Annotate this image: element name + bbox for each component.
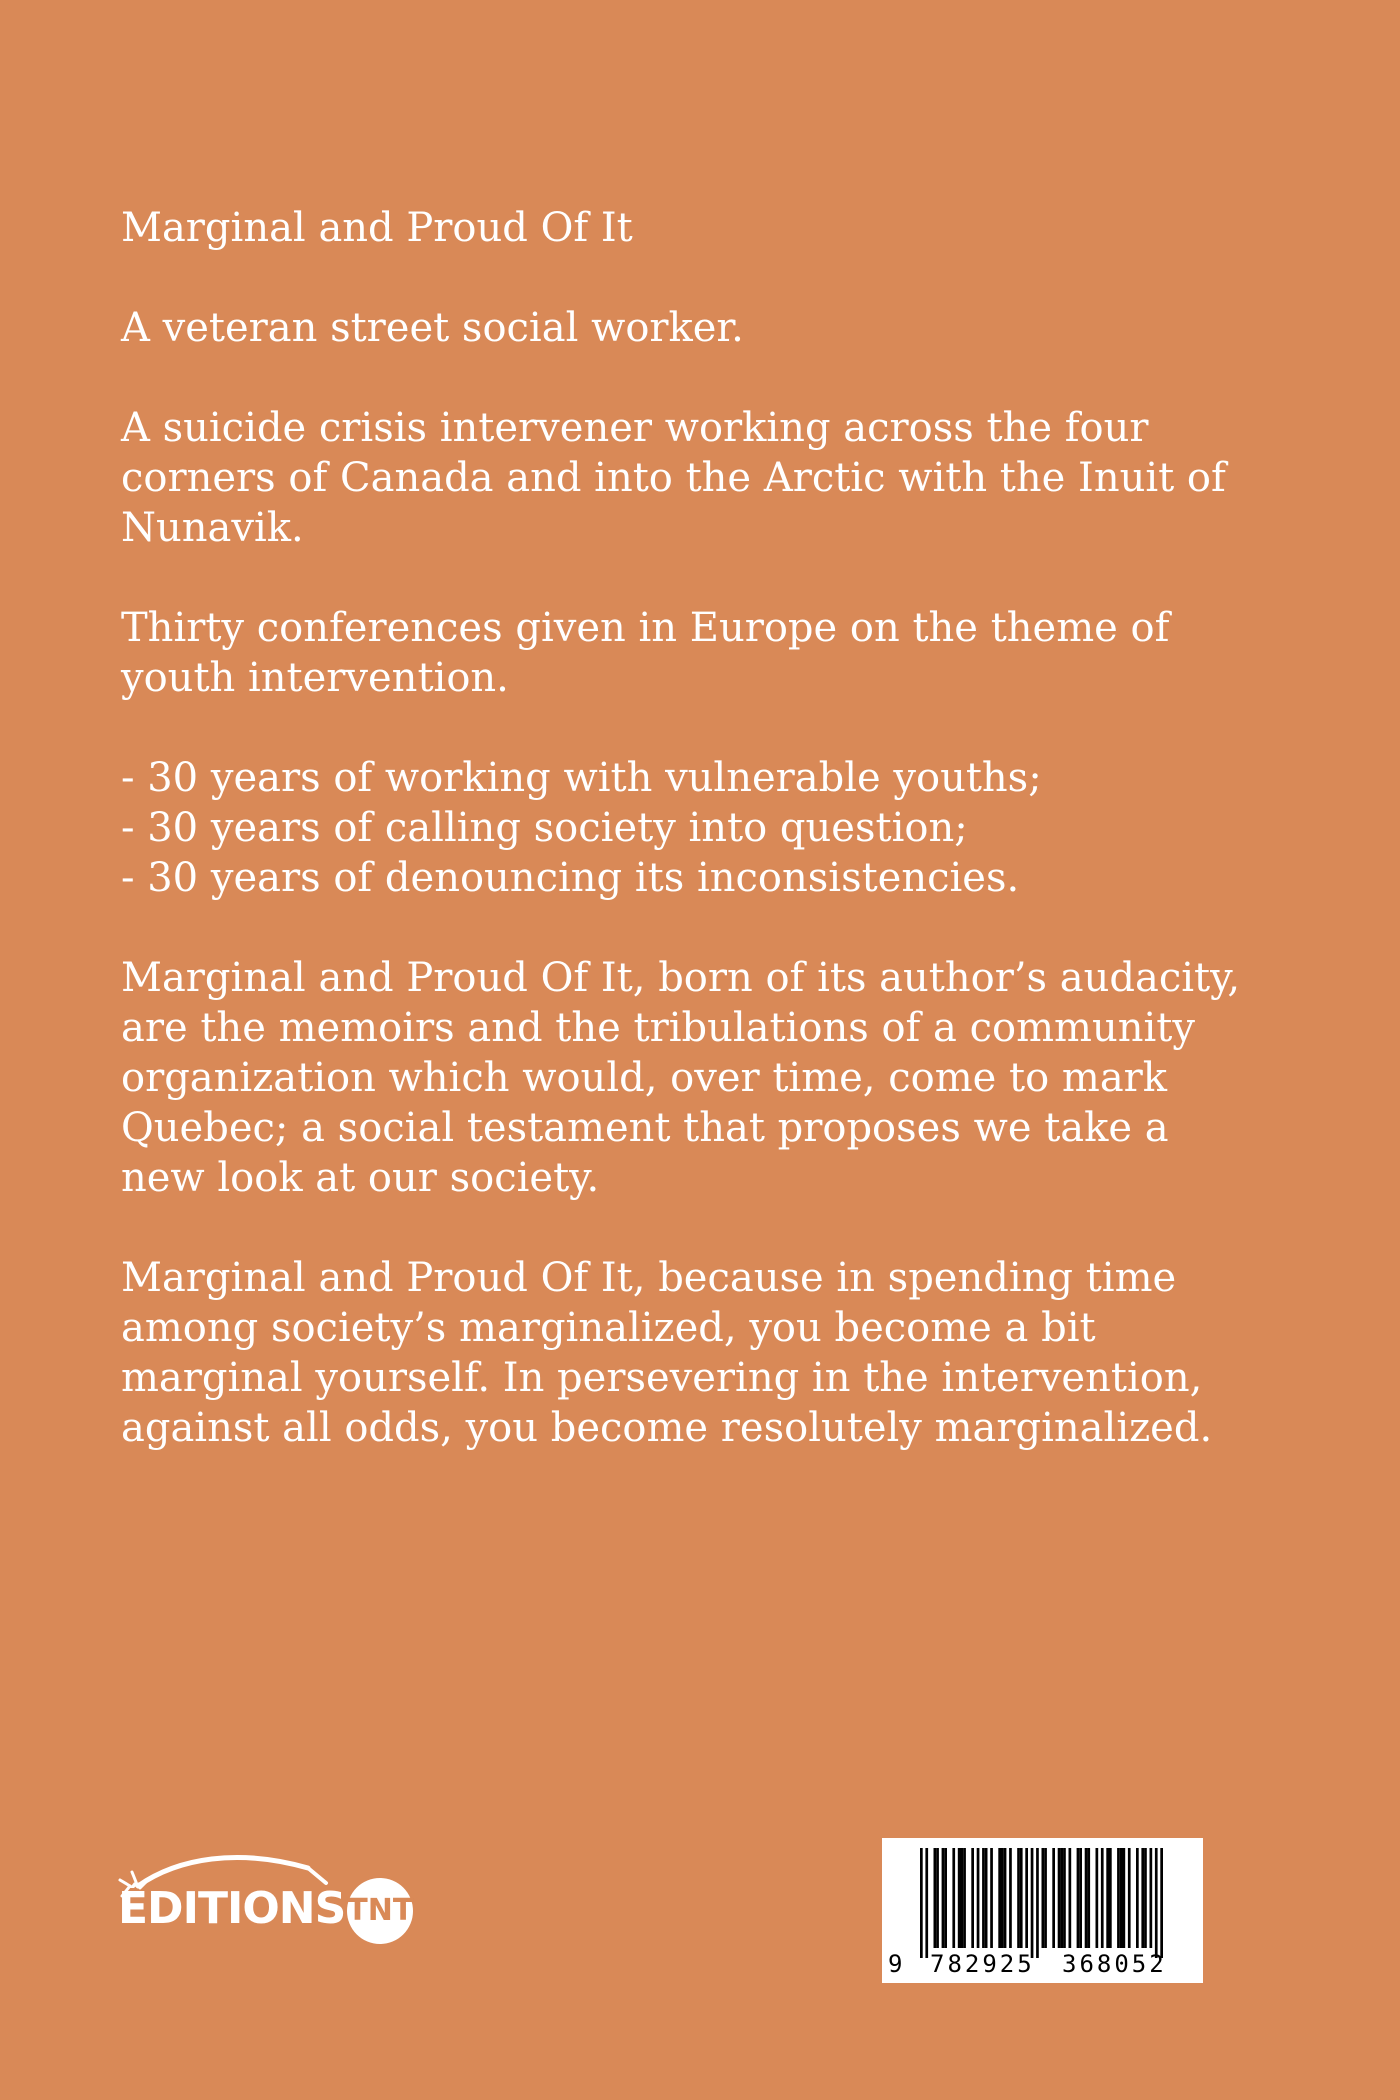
closing-paragraph: Marginal and Proud Of It, because in spending time among society’s marginalized, you become a bit marginal yourself. In persevering in the intervention, against all odds, you become resolutely marginalized. [121,1255,1213,1451]
barcode-bar [982,1848,985,1948]
barcode-bar [1020,1848,1023,1948]
list-item: - 30 years of denouncing its inconsistencies. [121,855,1020,901]
barcode-bar [1058,1848,1061,1948]
barcode-bar [1120,1848,1123,1948]
barcode-bar [1150,1848,1153,1948]
barcode-bar [1077,1848,1080,1948]
back-cover-text [121,203,1251,1503]
barcode-bar [944,1848,947,1948]
barcode-bar [958,1848,961,1948]
years-list [121,753,1251,903]
barcode-bar [1031,1848,1034,1958]
barcode-bar [963,1848,966,1948]
barcode-bar [1052,1848,1055,1948]
barcode-bar [961,1848,964,1948]
intro-paragraph: A veteran street social worker. [121,305,744,351]
barcode-bar [920,1848,923,1958]
memoirs-paragraph: Marginal and Proud Of It, born of its author’s audacity, are the memoirs and the tribulations of a community organization which would, over time, come to mark Quebec; a social testament that proposes we take a new look at our society. [121,955,1241,1201]
barcode-bar [936,1848,939,1948]
barcode-bar [1025,1848,1028,1948]
barcode-bar [1128,1848,1131,1948]
barcode-bar [1136,1848,1139,1948]
publisher-name: ÉDITIONS [118,1883,346,1934]
barcode-bar [985,1848,988,1948]
isbn-barcode [882,1838,1203,1983]
barcode-bar [1079,1848,1082,1948]
crisis-paragraph: A suicide crisis intervener working across the four corners of Canada and into the Arctic with the Inuit of Nunavik. [121,405,1226,551]
barcode-bar [1060,1848,1063,1948]
barcode-bar [1117,1848,1120,1948]
barcode-bar [971,1848,974,1948]
barcode-digits-right: 368052 [1062,1950,1167,1978]
barcode-bar [942,1848,945,1948]
barcode-bar [1109,1848,1112,1948]
barcode-bar [1123,1848,1126,1948]
barcode-bar [1063,1848,1066,1948]
barcode-bar [1087,1848,1090,1948]
barcode-digits [882,1950,1203,1980]
publisher-badge: TNT [347,1878,413,1944]
barcode-bar [952,1848,955,1948]
barcode-bar [1017,1848,1020,1948]
list-item: - 30 years of calling society into question; [121,805,968,851]
barcode-bar [1001,1848,1004,1948]
barcode-bar [990,1848,993,1948]
barcode-bar [1155,1848,1158,1958]
barcode-bar [934,1848,937,1948]
barcode-bar [1004,1848,1007,1948]
barcode-bar [1106,1848,1109,1948]
barcode-digits-left: 782925 [930,1950,1035,1978]
barcode-bar [1101,1848,1104,1948]
conferences-paragraph: Thirty conferences given in Europe on the theme of youth intervention. [121,605,1170,701]
barcode-bar [998,1848,1001,1948]
barcode-bar [1160,1848,1163,1958]
barcode-bar [1009,1848,1012,1948]
barcode-bar [1144,1848,1147,1948]
barcode-digit-first: 9 [888,1950,903,1978]
publisher-logo [118,1838,414,1958]
barcode-bar [977,1848,980,1948]
list-item: - 30 years of working with vulnerable youths; [121,755,1042,801]
barcode-bar [1085,1848,1088,1948]
barcode-bar [1036,1848,1039,1958]
barcode-bar [1096,1848,1099,1948]
barcode-bar [1044,1848,1047,1948]
barcode-bar [925,1848,928,1958]
barcode-bar [1141,1848,1144,1948]
barcode-bar [1069,1848,1072,1948]
book-title-line: Marginal and Proud Of It [121,205,633,251]
barcode-bar [1042,1848,1045,1948]
